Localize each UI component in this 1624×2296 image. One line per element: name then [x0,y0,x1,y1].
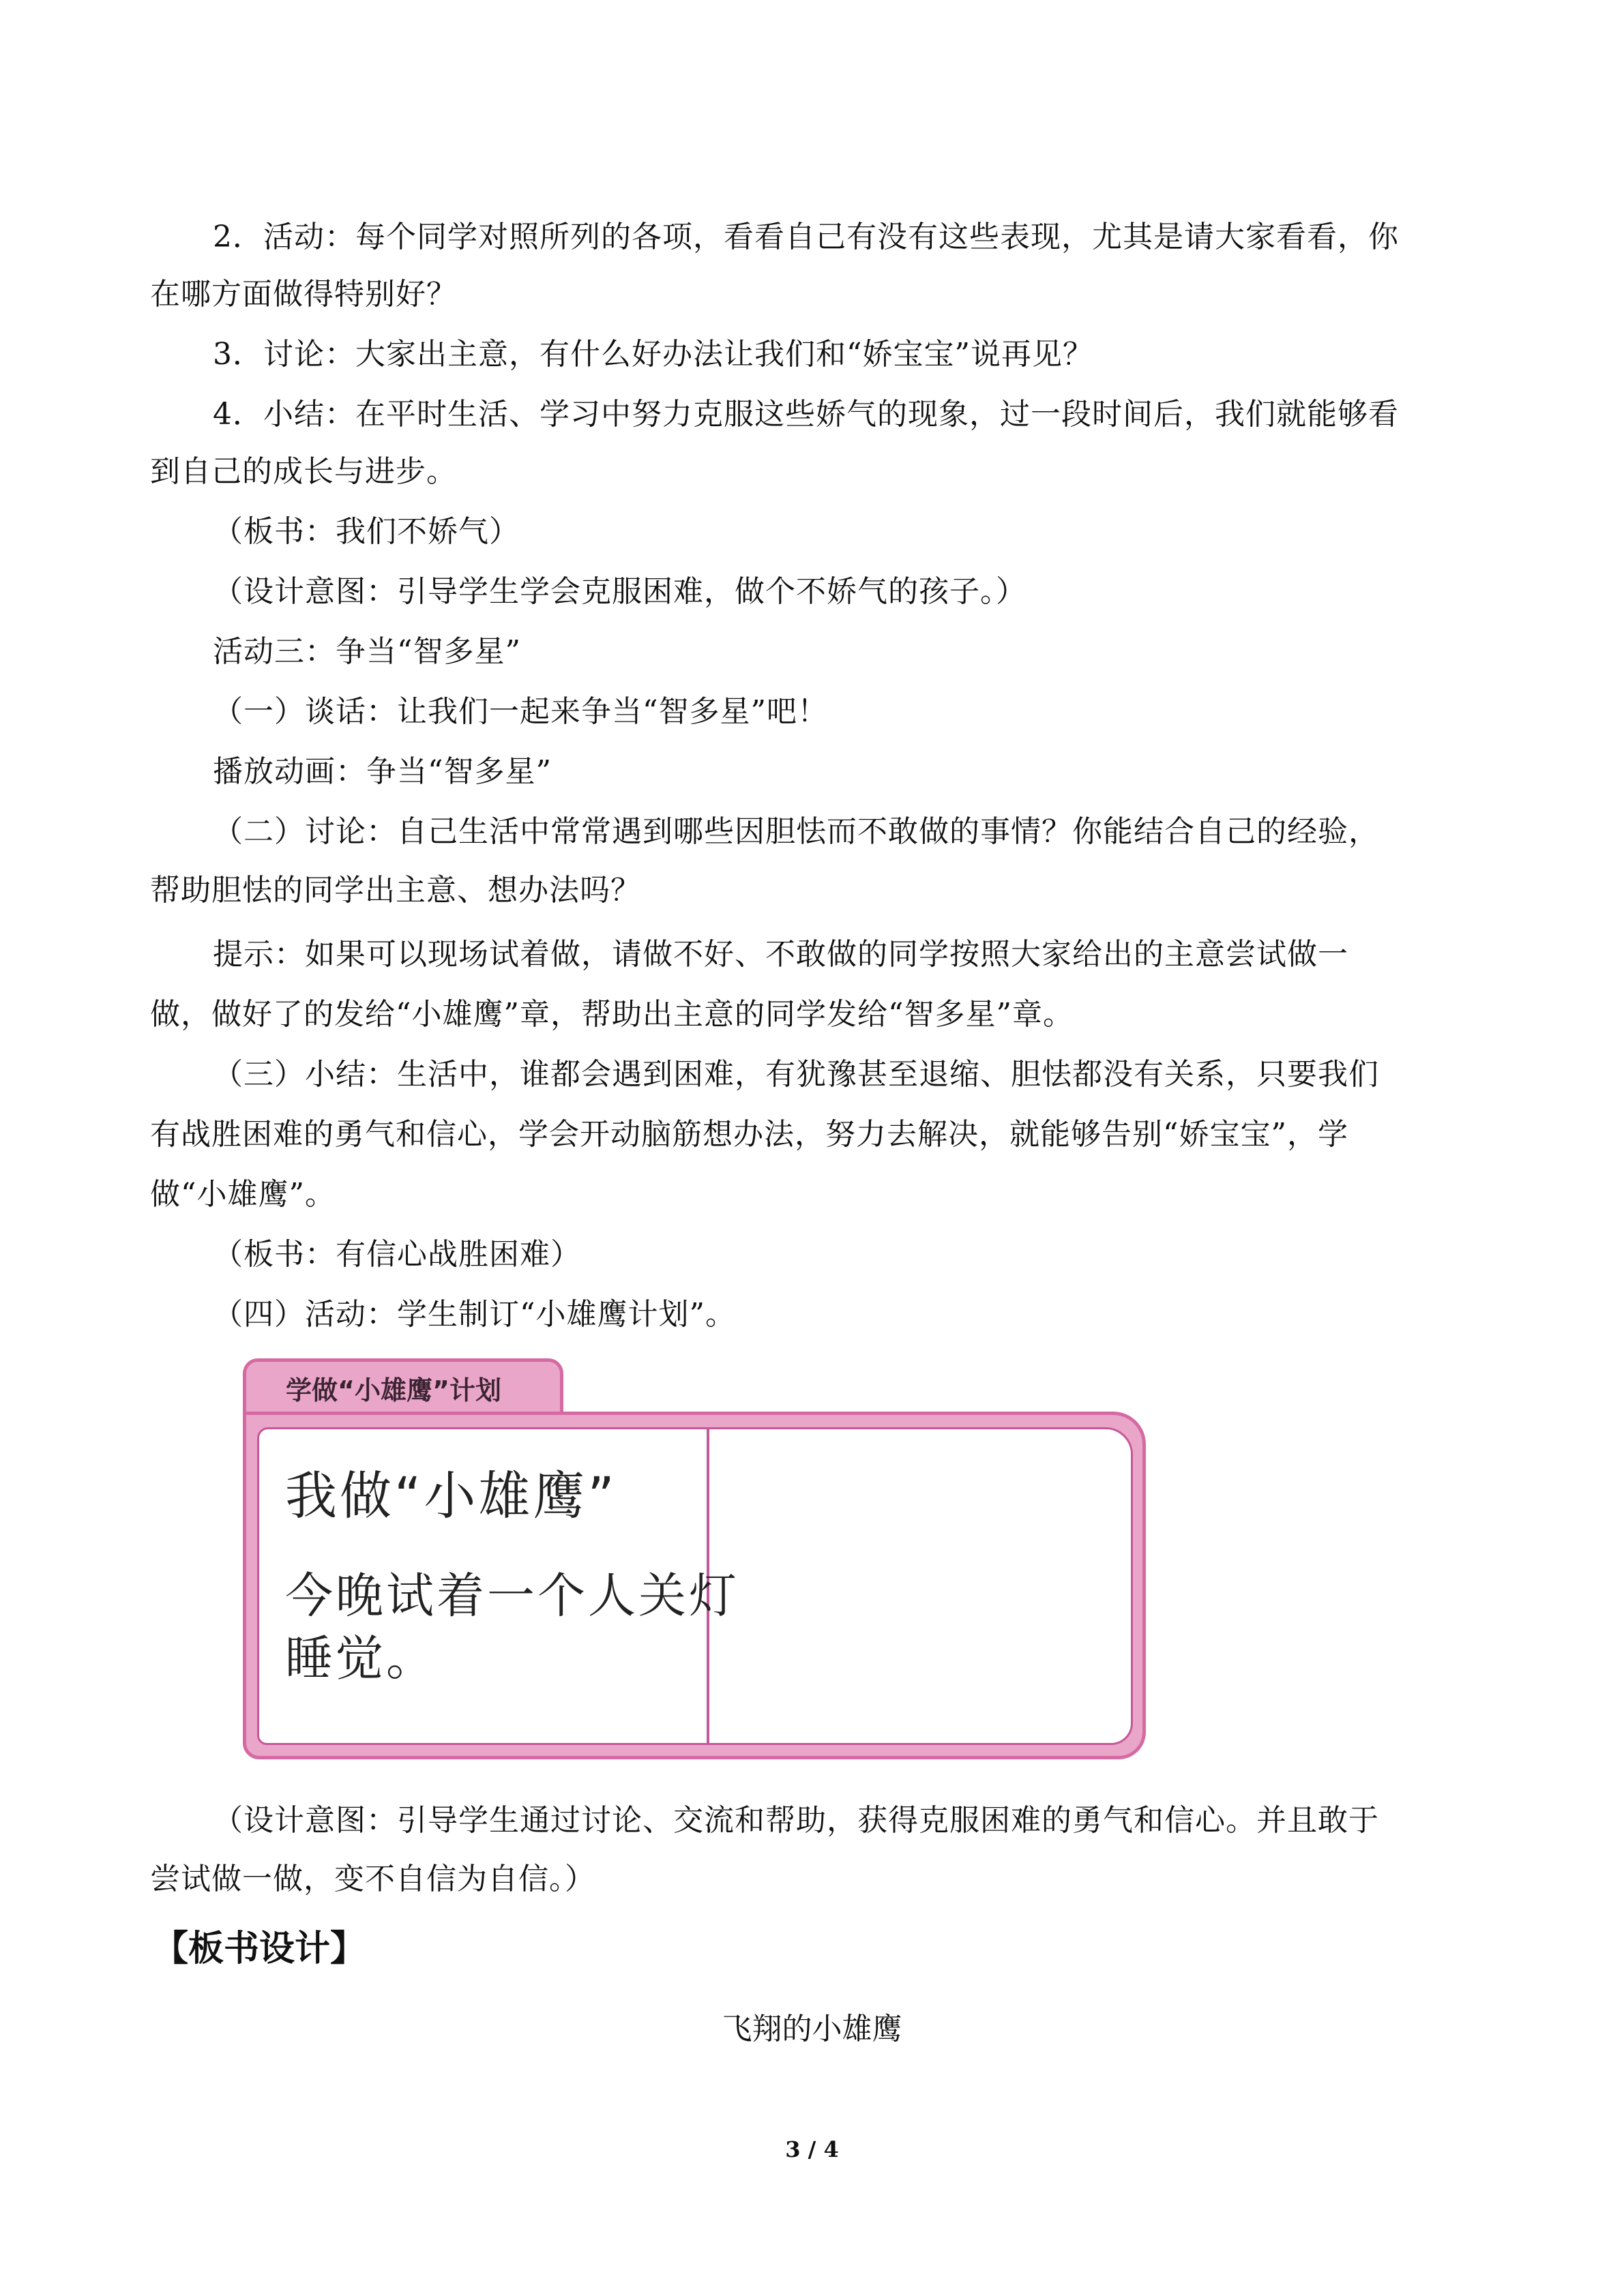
plan-card-image [243,1358,1146,1762]
page-number: 3 / 4 [785,2136,839,2162]
paragraph-line: 播放动画：争当“智多星” [213,754,552,789]
paragraph-line: （四）活动：学生制订“小雄鹰计划”。 [213,1297,736,1332]
paragraph-line: 提示：如果可以现场试着做，请做不好、不敢做的同学按照大家给出的主意尝试做一 [213,937,1348,972]
plan-card-tab [243,1358,563,1418]
paragraph-line: 做“小雄鹰”。 [150,1177,336,1212]
paragraph-line: 有战胜困难的勇气和信心，学会开动脑筋想办法，努力去解决，就能够告别“娇宝宝”，学 [150,1117,1348,1152]
paragraph-line: 到自己的成长与进步。 [150,454,457,489]
board-title: 飞翔的小雄鹰 [722,2012,902,2046]
paragraph-line: 4．小结：在平时生活、学习中努力克服这些娇气的现象，过一段时间后，我们就能够看 [213,397,1399,432]
paragraph-line: （板书：我们不娇气） [213,514,520,549]
paragraph-line: 2．活动：每个同学对照所列的各项，看看自己有没有这些表现，尤其是请大家看看，你 [213,220,1399,254]
paragraph-line: 尝试做一做，变不自信为自信。） [150,1862,595,1896]
paragraph-line: （设计意图：引导学生通过讨论、交流和帮助，获得克服困难的勇气和信心。并且敢于 [213,1803,1379,1838]
handwritten-line: 睡觉。 [285,1630,437,1686]
plan-card-writing-area [257,1427,1133,1745]
paragraph-line: 做，做好了的发给“小雄鹰”章，帮助出主意的同学发给“智多星”章。 [150,997,1074,1032]
paragraph-line: （三）小结：生活中，谁都会遇到困难，有犹豫甚至退缩、胆怯都没有关系，只要我们 [213,1057,1379,1092]
plan-card-body [243,1412,1146,1759]
handwritten-line: 今晚试着一个人关灯 [285,1568,739,1624]
handwritten-line: 我做“小雄鹰” [285,1465,617,1526]
paragraph-line: （二）讨论：自己生活中常常遇到哪些因胆怯而不敢做的事情？你能结合自己的经验， [213,814,1379,849]
plan-card-tab-label: 学做“小雄鹰”计划 [286,1375,501,1405]
paragraph-line: 帮助胆怯的同学出主意、想办法吗？ [150,873,641,908]
section-heading: 【板书设计】 [153,1928,366,1969]
paragraph-line: 活动三：争当“智多星” [213,634,521,669]
paragraph-line: （设计意图：引导学生学会克服困难，做个不娇气的孩子。） [213,574,1027,609]
paragraph-line: 在哪方面做得特别好？ [150,277,457,312]
paragraph-line: 3．讨论：大家出主意，有什么好办法让我们和“娇宝宝”说再见？ [213,337,1093,372]
paragraph-line: （一）谈话：让我们一起来争当“智多星”吧！ [213,694,828,729]
paragraph-line: （板书：有信心战胜困难） [213,1237,581,1272]
